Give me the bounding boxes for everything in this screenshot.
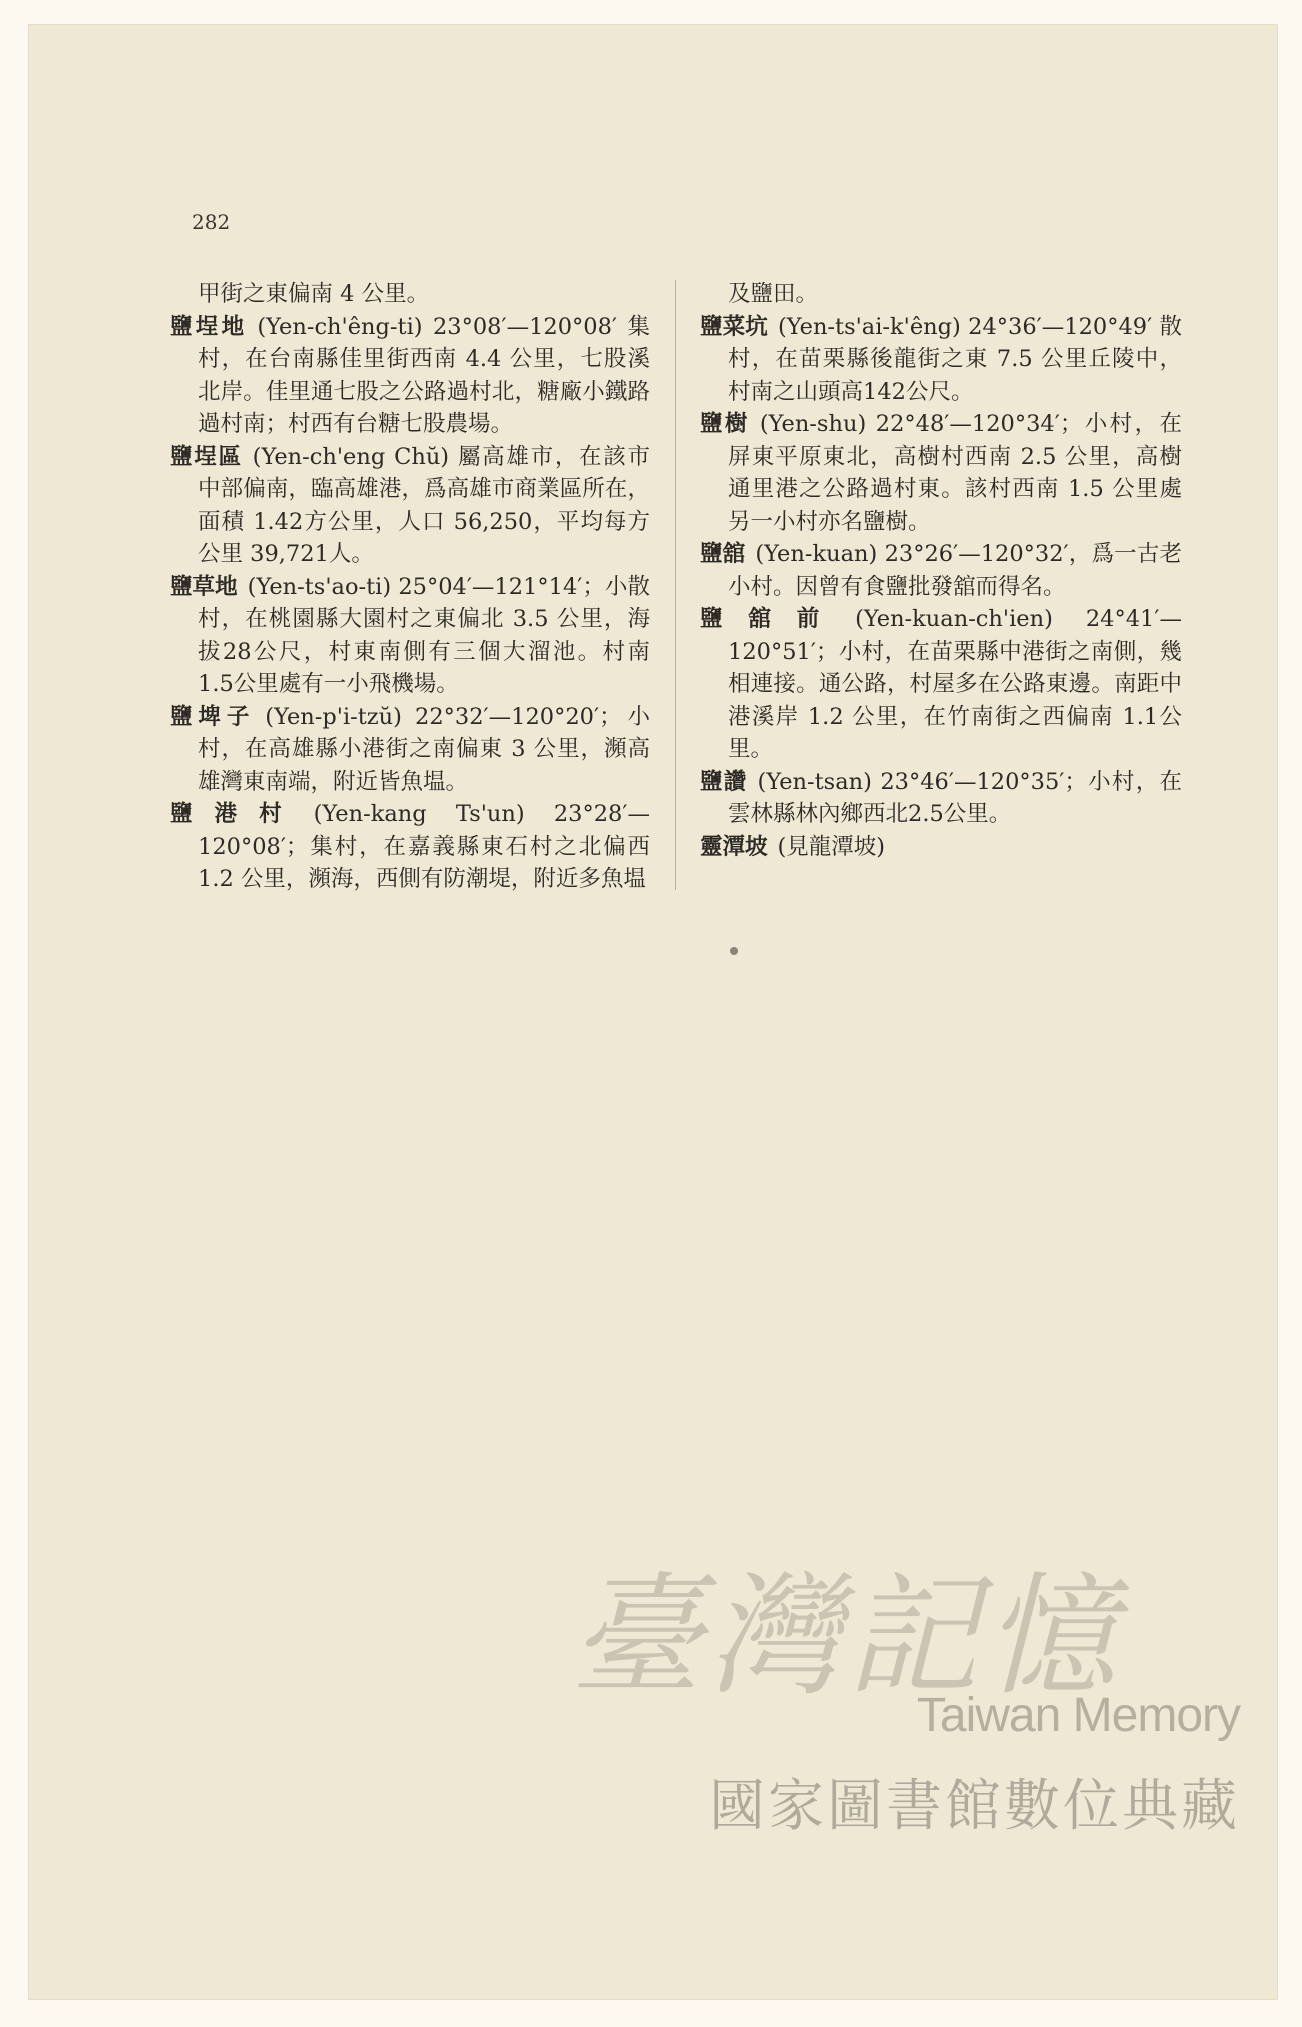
- entry-text: (Yen-ts'ao-ti) 25°04′—121°14′；小散村，在桃園縣大園村之東偏北 3.5 公里，海拔28公尺，村東南側有三個大溜池。村南 1.5公里處有一小飛機場。: [198, 573, 650, 697]
- entry-headword: 鹽港村: [170, 801, 304, 827]
- entry-text: (Yen-shu) 22°48′—120°34′；小村，在屏東平原東北，高樹村西南 2.5 公里，高樹通里港之公路過村東。該村西南 1.5 公里處另一小村亦名鹽樹。: [728, 411, 1182, 535]
- watermark-english-title: Taiwan Memory: [916, 1689, 1240, 1742]
- entry-text: (Yen-kuan) 23°26′—120°32′，爲一古老小村。因曾有食鹽批發舘而得名。: [728, 541, 1182, 600]
- gazetteer-entry: [700, 311, 1182, 409]
- entry-headword: 靈潭坡: [700, 833, 768, 860]
- entry-text: (Yen-ch'eng Chŭ) 屬高雄市，在該市中部偏南，臨高雄港，爲高雄市商業區所在，面積 1.42方公里，人口 56,250，平均每方公里 39,721人。: [198, 443, 650, 567]
- entry-headword: 鹽舘前: [700, 606, 846, 632]
- entry-text: (見龍潭坡): [777, 833, 886, 860]
- entry-text: (Yen-kang Ts'un) 23°28′—120°08′；集村，在嘉義縣東石村之北偏西 1.2 公里，瀕海，西側有防潮堤，附近多魚塭: [198, 801, 650, 892]
- gazetteer-entry: [170, 798, 650, 896]
- entry-headword: 鹽樹: [700, 411, 750, 437]
- entry-headword: 鹽舘: [700, 541, 746, 567]
- entry-text: (Yen-tsan) 23°46′—120°35′；小村，在雲林縣林內鄉西北2.5公里。: [728, 768, 1182, 827]
- ink-smudge: [730, 947, 738, 955]
- entry-headword: 鹽埕區: [170, 443, 243, 470]
- entry-headword: 鹽埤子: [170, 703, 256, 730]
- gazetteer-entry: [700, 278, 1182, 311]
- column-divider: [675, 280, 676, 890]
- entry-text: (Yen-kuan-ch'ien) 24°41′—120°51′；小村，在苗栗縣中港街之南側，幾相連接。通公路，村屋多在公路東邊。南距中港溪岸 1.2 公里，在竹南街之西偏南 1.1公里。: [728, 606, 1182, 762]
- gazetteer-entry: [700, 538, 1182, 603]
- gazetteer-entry: [700, 831, 1182, 864]
- entry-headword: 鹽讚: [700, 768, 748, 795]
- gazetteer-entry: [700, 766, 1182, 831]
- watermark-chinese-title: 臺灣記憶: [570, 1560, 1122, 1714]
- left-column: [170, 278, 650, 896]
- entry-headword: 鹽草地: [170, 573, 238, 600]
- entry-text: 甲街之東偏南 4 公里。: [198, 281, 430, 307]
- gazetteer-entry: [170, 441, 650, 571]
- entry-headword: 鹽埕地: [170, 313, 248, 340]
- entry-text: (Yen-ts'ai-k'êng) 24°36′—120°49′ 散村，在苗栗縣後龍街之東 7.5 公里丘陵中，村南之山頭高142公尺。: [728, 313, 1182, 405]
- entry-headword: 鹽菜坑: [700, 313, 768, 340]
- gazetteer-entry: [700, 408, 1182, 538]
- watermark-library-line: 國家圖書館數位典藏: [709, 1774, 1240, 1839]
- gazetteer-entry: [170, 571, 650, 701]
- entry-text: 及鹽田。: [728, 281, 819, 307]
- right-column: [700, 278, 1182, 863]
- page-number: 282: [192, 210, 231, 234]
- gazetteer-entry: [170, 311, 650, 441]
- gazetteer-entry: [170, 701, 650, 799]
- gazetteer-entry: [170, 278, 650, 311]
- entry-text: (Yen-p'i-tzŭ) 22°32′—120°20′；小村，在高雄縣小港街之南偏東 3 公里，瀕高雄灣東南端，附近皆魚塭。: [198, 703, 650, 795]
- entry-text: (Yen-ch'êng-ti) 23°08′—120°08′ 集村，在台南縣佳里街西南 4.4 公里，七股溪北岸。佳里通七股之公路過村北，糖廠小鐵路過村南；村西有台糖七股農場。: [198, 313, 650, 437]
- gazetteer-entry: [700, 603, 1182, 766]
